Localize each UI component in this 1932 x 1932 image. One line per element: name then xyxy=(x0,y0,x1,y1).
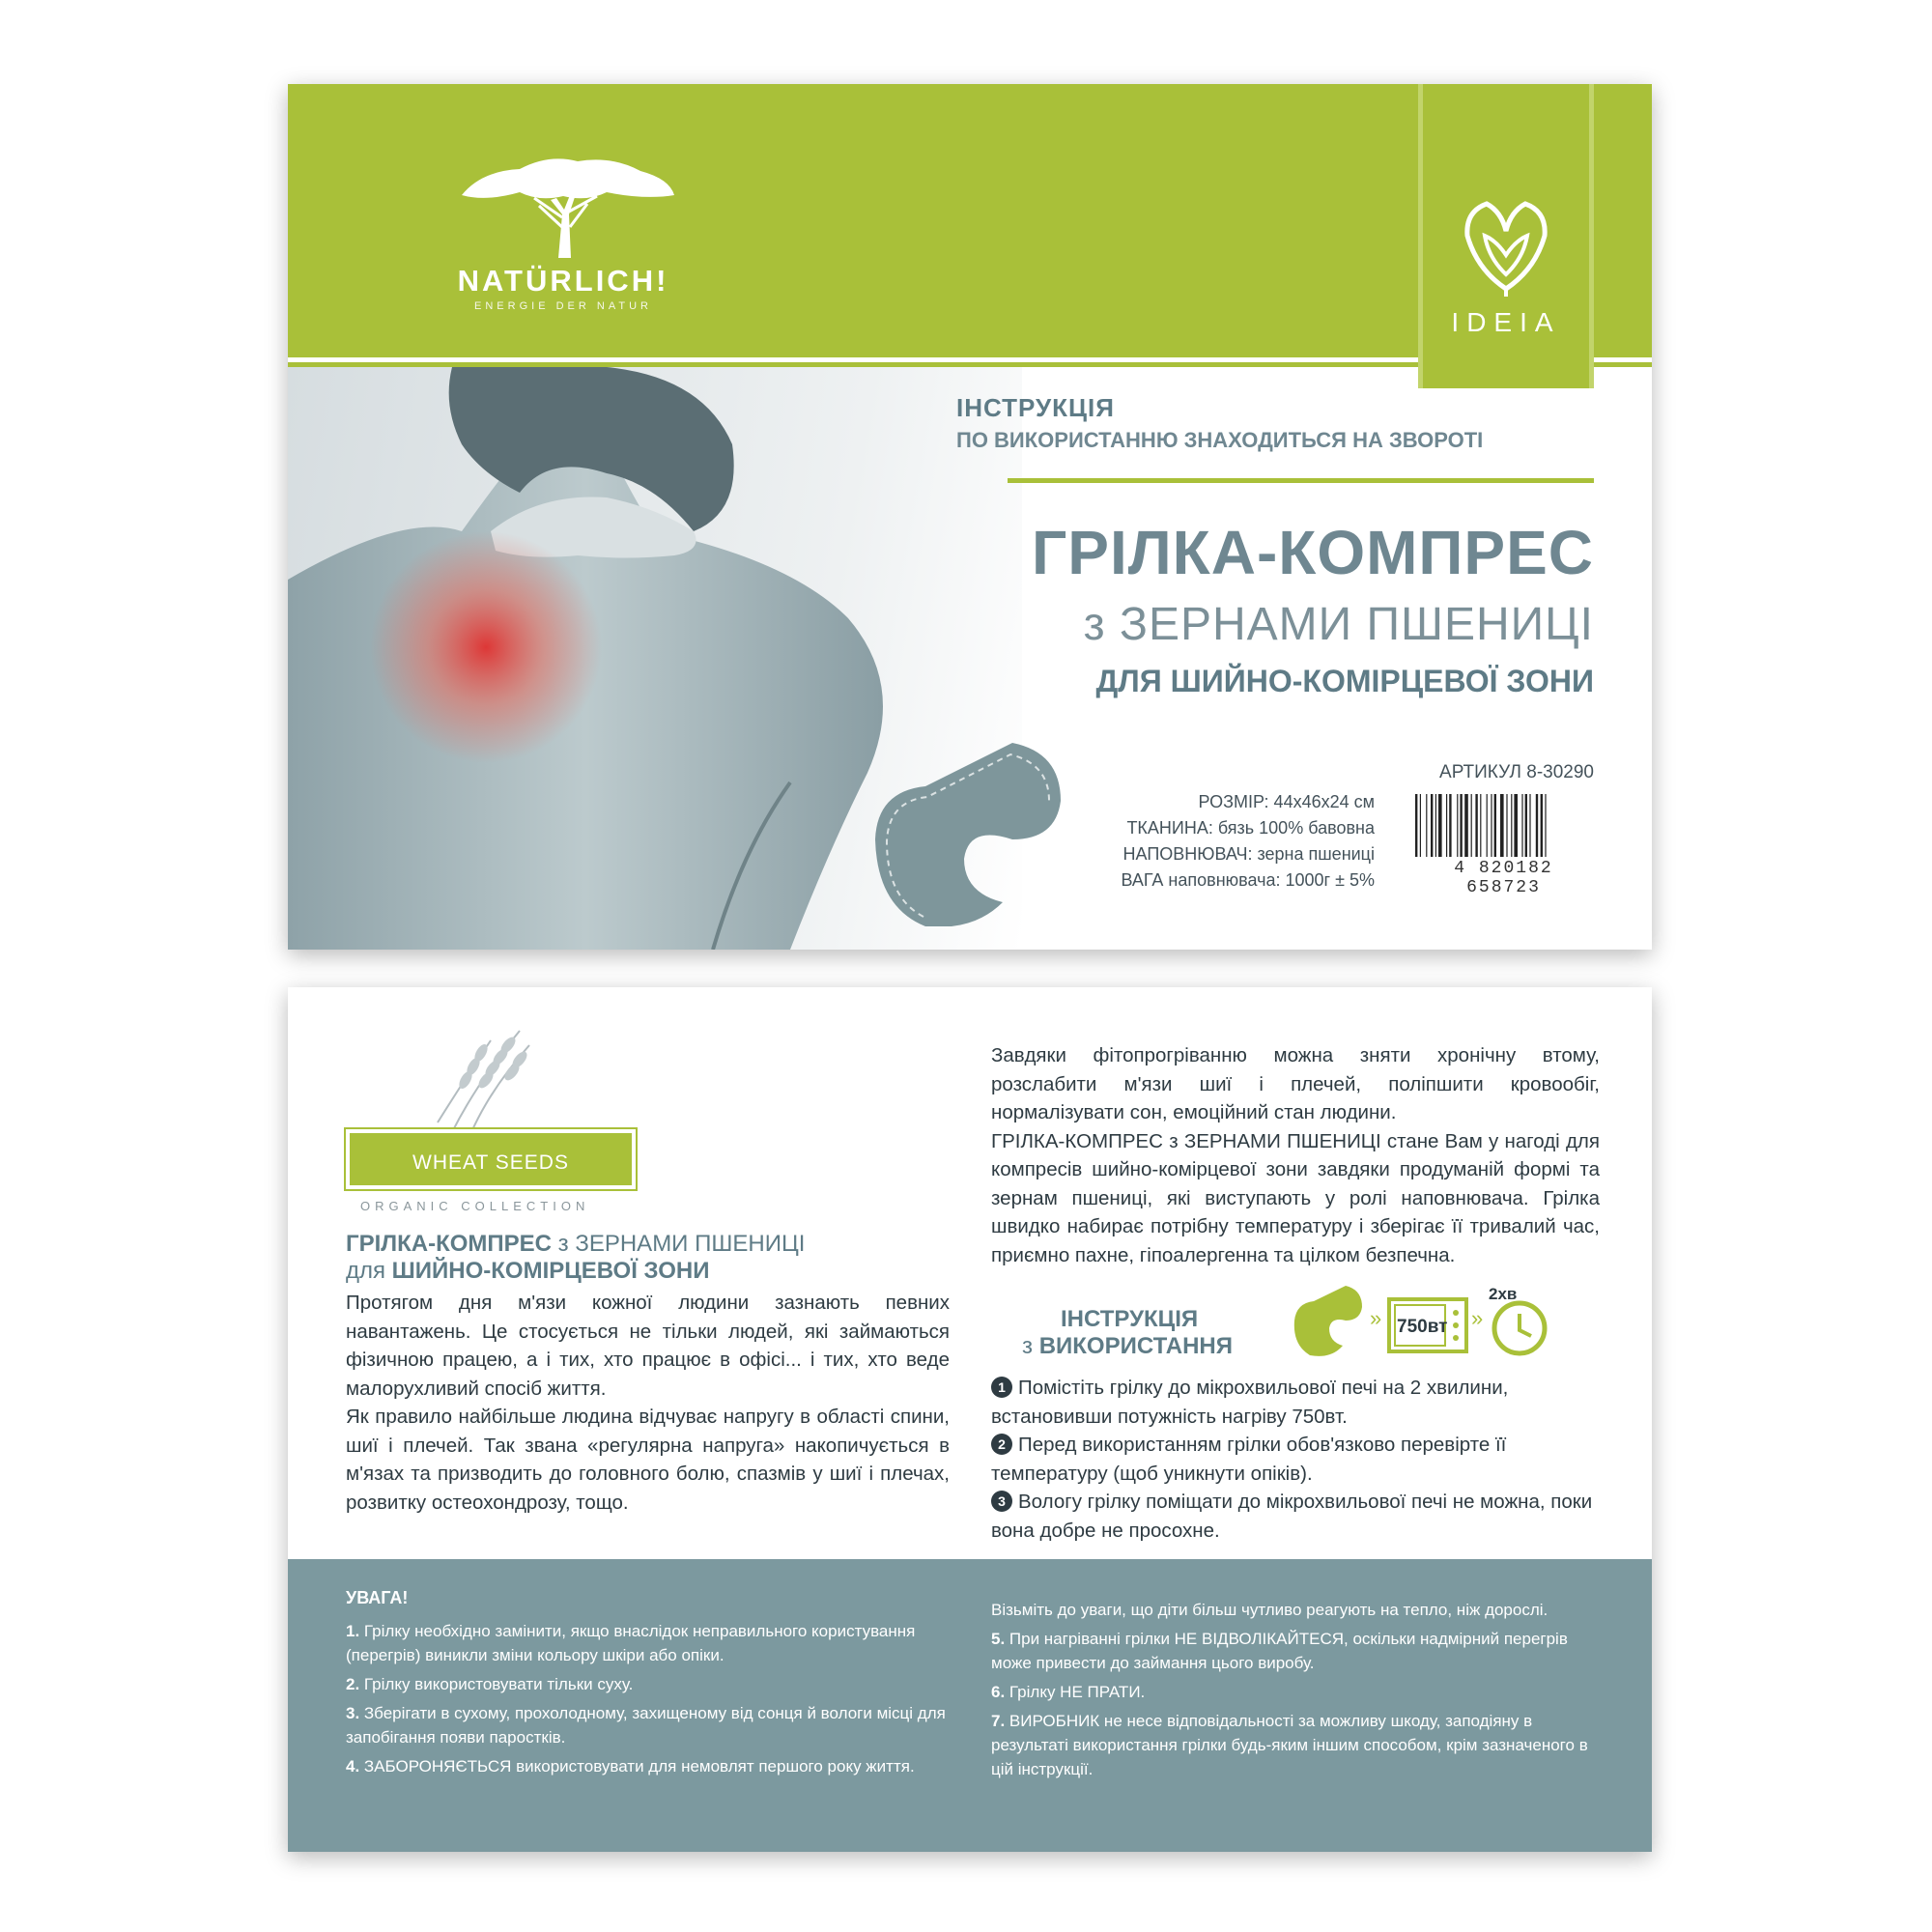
tree-logo-icon xyxy=(442,142,684,258)
back-title-line2 xyxy=(346,1258,709,1285)
barcode xyxy=(1413,794,1594,857)
green-divider xyxy=(1008,478,1594,483)
warning-text: ЗАБОРОНЯЄТЬСЯ використовувати для немовлят першого року життя. xyxy=(359,1757,915,1776)
description-paragraph: ГРІЛКА-КОМПРЕС з ЗЕРНАМИ ПШЕНИЦІ стане Вам у нагоді для компресів шийно-комірцевої зони завдяки продуманій формі та зернам пшениці, які виступають у ролі наповнювача. Грілка швидко набирає потрібну температуру і зберігає її тривалий час, приємно пахне, гіпоалергенна та цілком безпечна. xyxy=(991,1129,1600,1266)
usage-step xyxy=(991,1488,1600,1545)
warning-item xyxy=(991,1680,1600,1704)
warning-item xyxy=(991,1709,1600,1781)
svg-text:»: » xyxy=(1370,1306,1382,1330)
back-title-line1 xyxy=(346,1231,805,1258)
back-title-rest: з ЗЕРНАМИ ПШЕНИЦІ xyxy=(552,1231,806,1257)
warning-item xyxy=(346,1701,954,1749)
power-label: 750вт xyxy=(1397,1317,1448,1337)
warning-item xyxy=(346,1672,954,1696)
warning-number: 4. xyxy=(346,1757,360,1776)
warning-text: Грілку необхідно замінити, якщо внаслідок неправильного користування (перегрів) виникли зміни кольору шкіри або опіки. xyxy=(346,1622,916,1664)
warning-item xyxy=(346,1619,954,1667)
warning-text: Зберігати в сухому, прохолодному, захищеному від сонця й вологи місці для запобігання появи паростків. xyxy=(346,1704,946,1747)
article-number: АРТИКУЛ 8-30290 xyxy=(1439,762,1594,782)
warning-number: 2. xyxy=(346,1675,360,1693)
warning-text: Візьміть до уваги, що діти більш чутливо реагують на тепло, ніж дорослі. xyxy=(991,1601,1548,1619)
description-paragraph: Завдяки фітопрогріванню можна зняти хронічну втому, розслабити м'язи шиї і плечей, поліпшити кровообіг, нормалізувати сон, емоційний стан людини. xyxy=(991,1044,1600,1123)
back-title-bold: ГРІЛКА-КОМПРЕС xyxy=(346,1231,552,1257)
warning-text: Грілку використовувати тільки суху. xyxy=(359,1675,634,1693)
wheat-seeds-badge: WHEAT SEEDS xyxy=(346,1129,636,1189)
warning-number: 6. xyxy=(991,1683,1006,1701)
warning-number: 1. xyxy=(346,1622,360,1640)
step-text: Перед використанням грілки обов'язково перевірте її температуру (щоб уникнути опіків). xyxy=(991,1434,1507,1485)
instruction-title: ІНСТРУКЦІЯ xyxy=(956,393,1115,422)
usage-steps xyxy=(991,1374,1600,1545)
spec-filler: НАПОВНЮВАЧ: зерна пшениці xyxy=(1122,844,1375,864)
description-right xyxy=(991,1041,1600,1269)
step-number: 2 xyxy=(991,1434,1012,1455)
warning-item xyxy=(991,1598,1600,1622)
product-subtitle: з ЗЕРНАМИ ПШЕНИЦІ xyxy=(1083,599,1594,650)
warning-number: 5. xyxy=(991,1630,1006,1648)
step-number: 3 xyxy=(991,1491,1012,1512)
product-zone: ДЛЯ ШИЙНО-КОМІРЦЕВОЇ ЗОНИ xyxy=(1095,664,1594,698)
warnings-left xyxy=(346,1619,954,1783)
brand-tagline: ENERGIE DER NATUR xyxy=(474,300,652,312)
front-label xyxy=(288,84,1652,950)
wheat-icon xyxy=(433,1026,539,1137)
warning-text: Грілку НЕ ПРАТИ. xyxy=(1005,1683,1146,1701)
warning-text: При нагріванні грілки НЕ ВІДВОЛІКАЙТЕСЯ, оскільки надмірний перегрів може привести до займання цього виробу. xyxy=(991,1630,1568,1672)
usage-title: ІНСТРУКЦІЯ xyxy=(1061,1306,1199,1332)
warning-section xyxy=(288,1559,1652,1852)
description-paragraph: Як правило найбільше людина відчуває напругу в області спини, шиї і плечей. Так звана «регулярна напруга» накопичується в м'язах та призводить до головного болю, спазмів у шиї і плечах, розвитку остеохондрозу, тощо. xyxy=(346,1406,950,1514)
usage-icons xyxy=(1293,1282,1553,1364)
back-label xyxy=(288,987,1652,1852)
warning-item xyxy=(346,1754,954,1778)
spec-weight: ВАГА наповнювача: 1000г ± 5% xyxy=(1121,870,1375,890)
ideia-tab xyxy=(1418,84,1594,388)
step-number: 1 xyxy=(991,1377,1012,1398)
warning-text: ВИРОБНИК не несе відповідальності за можливу шкоду, заподіяну в результаті використання грілки будь-яким іншим способом, крім зазначеного в цій інструкції. xyxy=(991,1712,1588,1778)
spec-fabric: ТКАНИНА: бязь 100% бавовна xyxy=(1126,818,1375,838)
svg-text:»: » xyxy=(1471,1306,1484,1330)
usage-subtitle-bold: ВИКОРИСТАННЯ xyxy=(1038,1333,1233,1359)
time-label: 2хв xyxy=(1489,1285,1518,1303)
ideia-label: IDEIA xyxy=(1451,307,1561,337)
timer-icon xyxy=(1489,1285,1545,1353)
organic-collection: ORGANIC COLLECTION xyxy=(360,1199,590,1213)
description-paragraph: Протягом дня м'язи кожної людини зазнають певних навантажень. Це стосується не тільки людей, які займаються фізичною працею, а і тих, хто працює в офісі... і тих, хто веде малорухливий спосіб життя. xyxy=(346,1292,950,1400)
barcode-number: 4 820182 658723 xyxy=(1454,859,1553,897)
product-title: ГРІЛКА-КОМПРЕС xyxy=(1032,518,1594,587)
naturlich-logo xyxy=(442,142,684,335)
usage-subtitle-pre: з xyxy=(1022,1333,1039,1359)
step-text: Вологу грілку поміщати до мікрохвильової печі не можна, поки вона добре не просохне. xyxy=(991,1491,1593,1542)
step-text: Помістіть грілку до мікрохвильової печі на 2 хвилини, встановивши потужність нагріву 750вт. xyxy=(991,1377,1509,1428)
description-left xyxy=(346,1289,950,1517)
microwave-icon xyxy=(1389,1299,1466,1351)
warning-number: 3. xyxy=(346,1704,360,1722)
usage-step xyxy=(991,1374,1600,1431)
instruction-subtitle: ПО ВИКОРИСТАННЮ ЗНАХОДИТЬСЯ НА ЗВОРОТІ xyxy=(956,428,1484,452)
back-title-pre: для xyxy=(346,1258,392,1284)
brand-name: NATÜRLICH! xyxy=(457,264,669,298)
warning-item xyxy=(991,1627,1600,1675)
warning-number: 7. xyxy=(991,1712,1006,1730)
neck-pillow-icon xyxy=(1294,1286,1362,1356)
usage-subtitle xyxy=(991,1333,1233,1360)
warnings-right xyxy=(991,1598,1600,1786)
warning-heading: УВАГА! xyxy=(346,1588,409,1607)
product-specs xyxy=(848,789,1375,894)
spec-size: РОЗМІР: 44х46х24 см xyxy=(1198,792,1375,811)
ideia-leaf-logo-icon xyxy=(1458,192,1554,298)
back-title-zone: ШИЙНО-КОМІРЦЕВОЇ ЗОНИ xyxy=(391,1258,710,1284)
usage-step xyxy=(991,1431,1600,1488)
